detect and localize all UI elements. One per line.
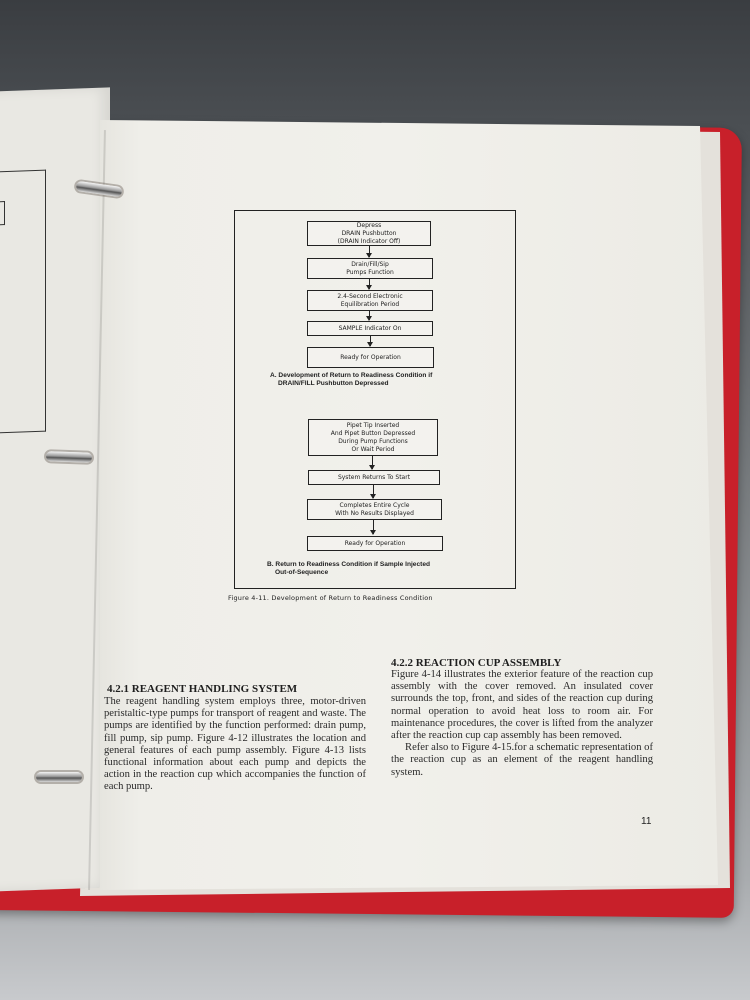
- flow-text: Or Wait Period: [351, 445, 395, 453]
- flow-a-step-2: [307, 258, 433, 279]
- flow-text: Equilibration Period: [340, 300, 400, 308]
- flow-a-step-4: [307, 321, 433, 336]
- section-4-2-2-body: [391, 669, 653, 779]
- flow-arrow: [369, 278, 370, 289]
- flow-text: SAMPLE Indicator On: [338, 324, 402, 332]
- flow-b-step-4: [307, 536, 443, 551]
- figure-title: Figure 4-11. Development of Return to Readiness Condition: [228, 594, 433, 602]
- caption-line: DRAIN/FILL Pushbutton Depressed: [278, 380, 389, 387]
- caption-line: Out-of-Sequence: [275, 569, 329, 576]
- flow-text: System Returns To Start: [337, 473, 411, 481]
- section-4-2-1-body: [104, 696, 366, 794]
- flow-text: Ready for Operation: [340, 353, 401, 361]
- left-page-figure-frame: [0, 170, 46, 434]
- flow-text: Completes Entire Cycle: [339, 501, 410, 509]
- paragraph: Figure 4-14 illustrates the exterior feature of the reaction cup assembly with the cover removed. An insulated cover surrounds the top, front, and sides of the reaction cup during normal operation to avoid heat loss to room air. For maintenance procedures, the cover is lifted from the analyzer after the reaction cup cap assembly has been removed.: [391, 669, 653, 742]
- binder-ring-middle: [46, 451, 92, 463]
- flow-text: Pumps Function: [346, 268, 394, 276]
- flow-arrow: [369, 310, 370, 320]
- paragraph: The reagent handling system employs three, motor-driven peristaltic-type pumps for transport of reagent and waste. The pumps are identified by the function performed: drain pump, fill pump, sip pump. Figure 4-12 illustrates the location and general features of each pump assembly. Figure 4-13 lists functional information about each pump and depicts the action in the reaction cup which accompanies the function of each pump.: [104, 696, 366, 793]
- flow-text: Depress: [356, 221, 382, 229]
- figure-part-a-caption: [270, 372, 432, 388]
- flow-text: Pipet Tip Inserted: [346, 421, 400, 429]
- figure-part-b-caption: [267, 561, 430, 577]
- flow-arrow: [372, 455, 373, 469]
- flow-text: And Pipet Button Depressed: [330, 429, 416, 437]
- flow-a-step-1: [307, 221, 431, 246]
- flow-arrow: [373, 519, 374, 534]
- flow-text: 2.4-Second Electronic: [337, 292, 403, 300]
- flow-text: (DRAIN Indicator Off): [337, 237, 401, 245]
- caption-line: B. Return to Readiness Condition if Sample Injected: [267, 561, 431, 568]
- flow-text: DRAIN Pushbutton: [341, 229, 397, 237]
- flow-b-step-1: [308, 419, 438, 456]
- flow-b-step-2: [308, 470, 440, 485]
- paragraph: Refer also to Figure 4-15.for a schematic representation of the reaction cup as an element of the reagent handling system.: [391, 742, 653, 778]
- flow-arrow: [373, 484, 374, 498]
- flow-b-step-3: [307, 499, 442, 520]
- flow-arrow: [370, 335, 371, 346]
- section-4-2-1-heading: 4.2.1 REAGENT HANDLING SYSTEM: [107, 683, 298, 695]
- flow-a-step-3: [307, 290, 433, 311]
- flow-text: During Pump Functions: [338, 437, 408, 445]
- flow-text: With No Results Displayed: [335, 509, 414, 517]
- flow-text: Drain/Fill/Sip: [351, 260, 389, 268]
- flow-a-step-5: [307, 347, 434, 368]
- page-number: 11: [641, 816, 652, 827]
- caption-line: A. Development of Return to Readiness Condition if: [270, 372, 433, 379]
- binder-ring-bottom: [36, 772, 82, 782]
- section-4-2-2-heading: 4.2.2 REACTION CUP ASSEMBLY: [391, 657, 562, 669]
- flow-arrow: [369, 245, 370, 257]
- flow-text: Ready for Operation: [344, 539, 406, 547]
- left-page-figure-box: [0, 201, 5, 225]
